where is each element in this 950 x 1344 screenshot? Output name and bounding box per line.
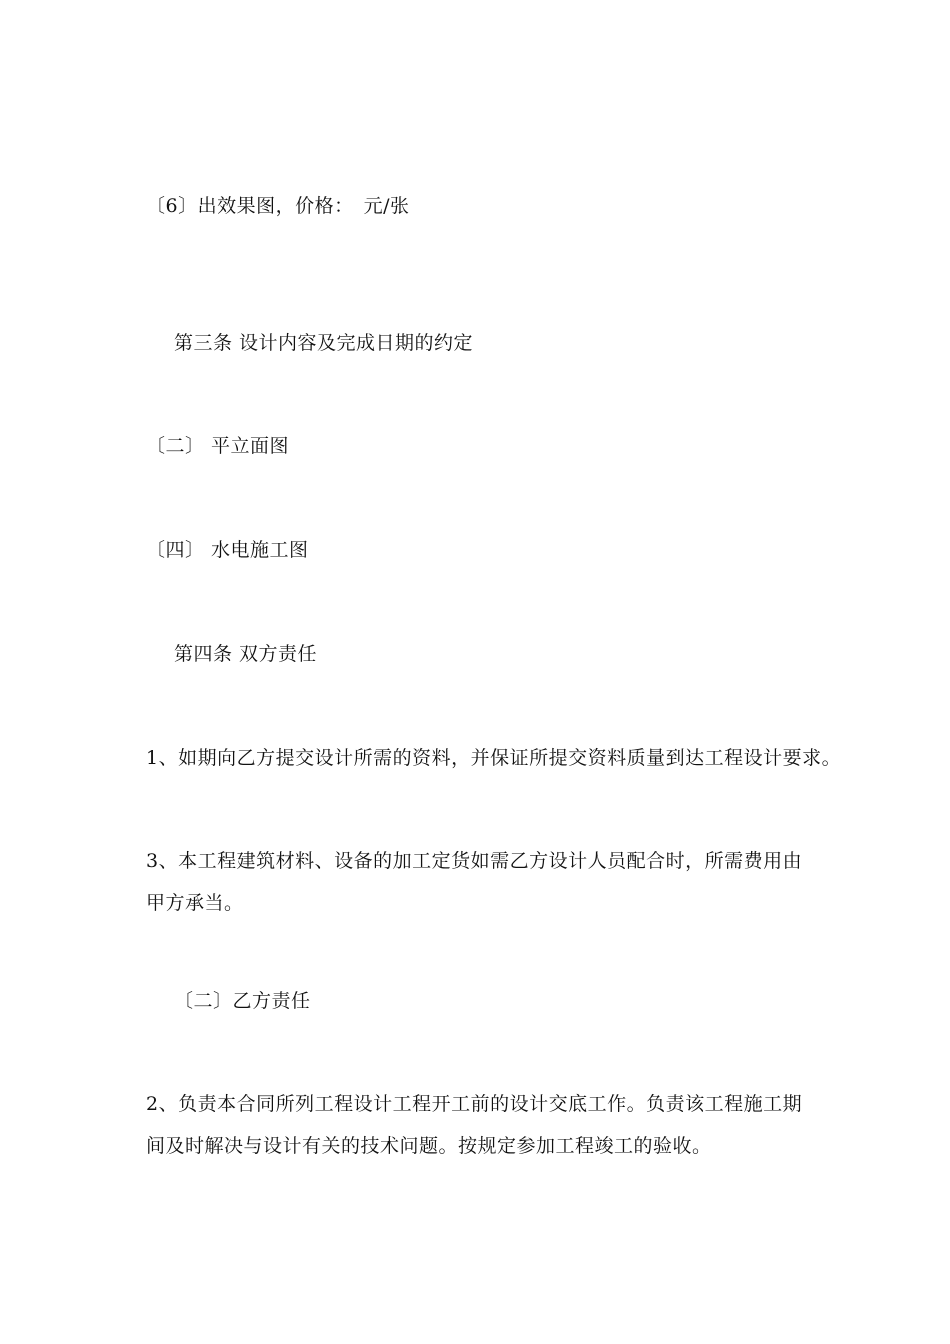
article-four-heading: 第四条 双方责任 — [174, 643, 318, 665]
party-b-duty-2: 2、负责本合同所列工程设计工程开工前的设计交底工作。负责该工程施工期间及时解决与设计有关的技术问题。按规定参加工程竣工的验收。 — [146, 1093, 803, 1157]
plan-elevation-item: 〔二〕 平立面图 — [146, 435, 290, 457]
party-a-duty-1: 1、如期向乙方提交设计所需的资料，并保证所提交资料质量到达工程设计要求。 — [146, 747, 842, 769]
article-three-heading: 第三条 设计内容及完成日期的约定 — [174, 332, 474, 354]
water-electric-item: 〔四〕 水电施工图 — [146, 539, 309, 561]
party-b-heading: 〔二〕乙方责任 — [174, 990, 311, 1012]
party-a-duty-3: 3、本工程建筑材料、设备的加工定货如需乙方设计人员配合时，所需费用由甲方承当。 — [146, 850, 803, 914]
price-line: 〔6〕出效果图，价格： 元/张 — [146, 195, 410, 217]
